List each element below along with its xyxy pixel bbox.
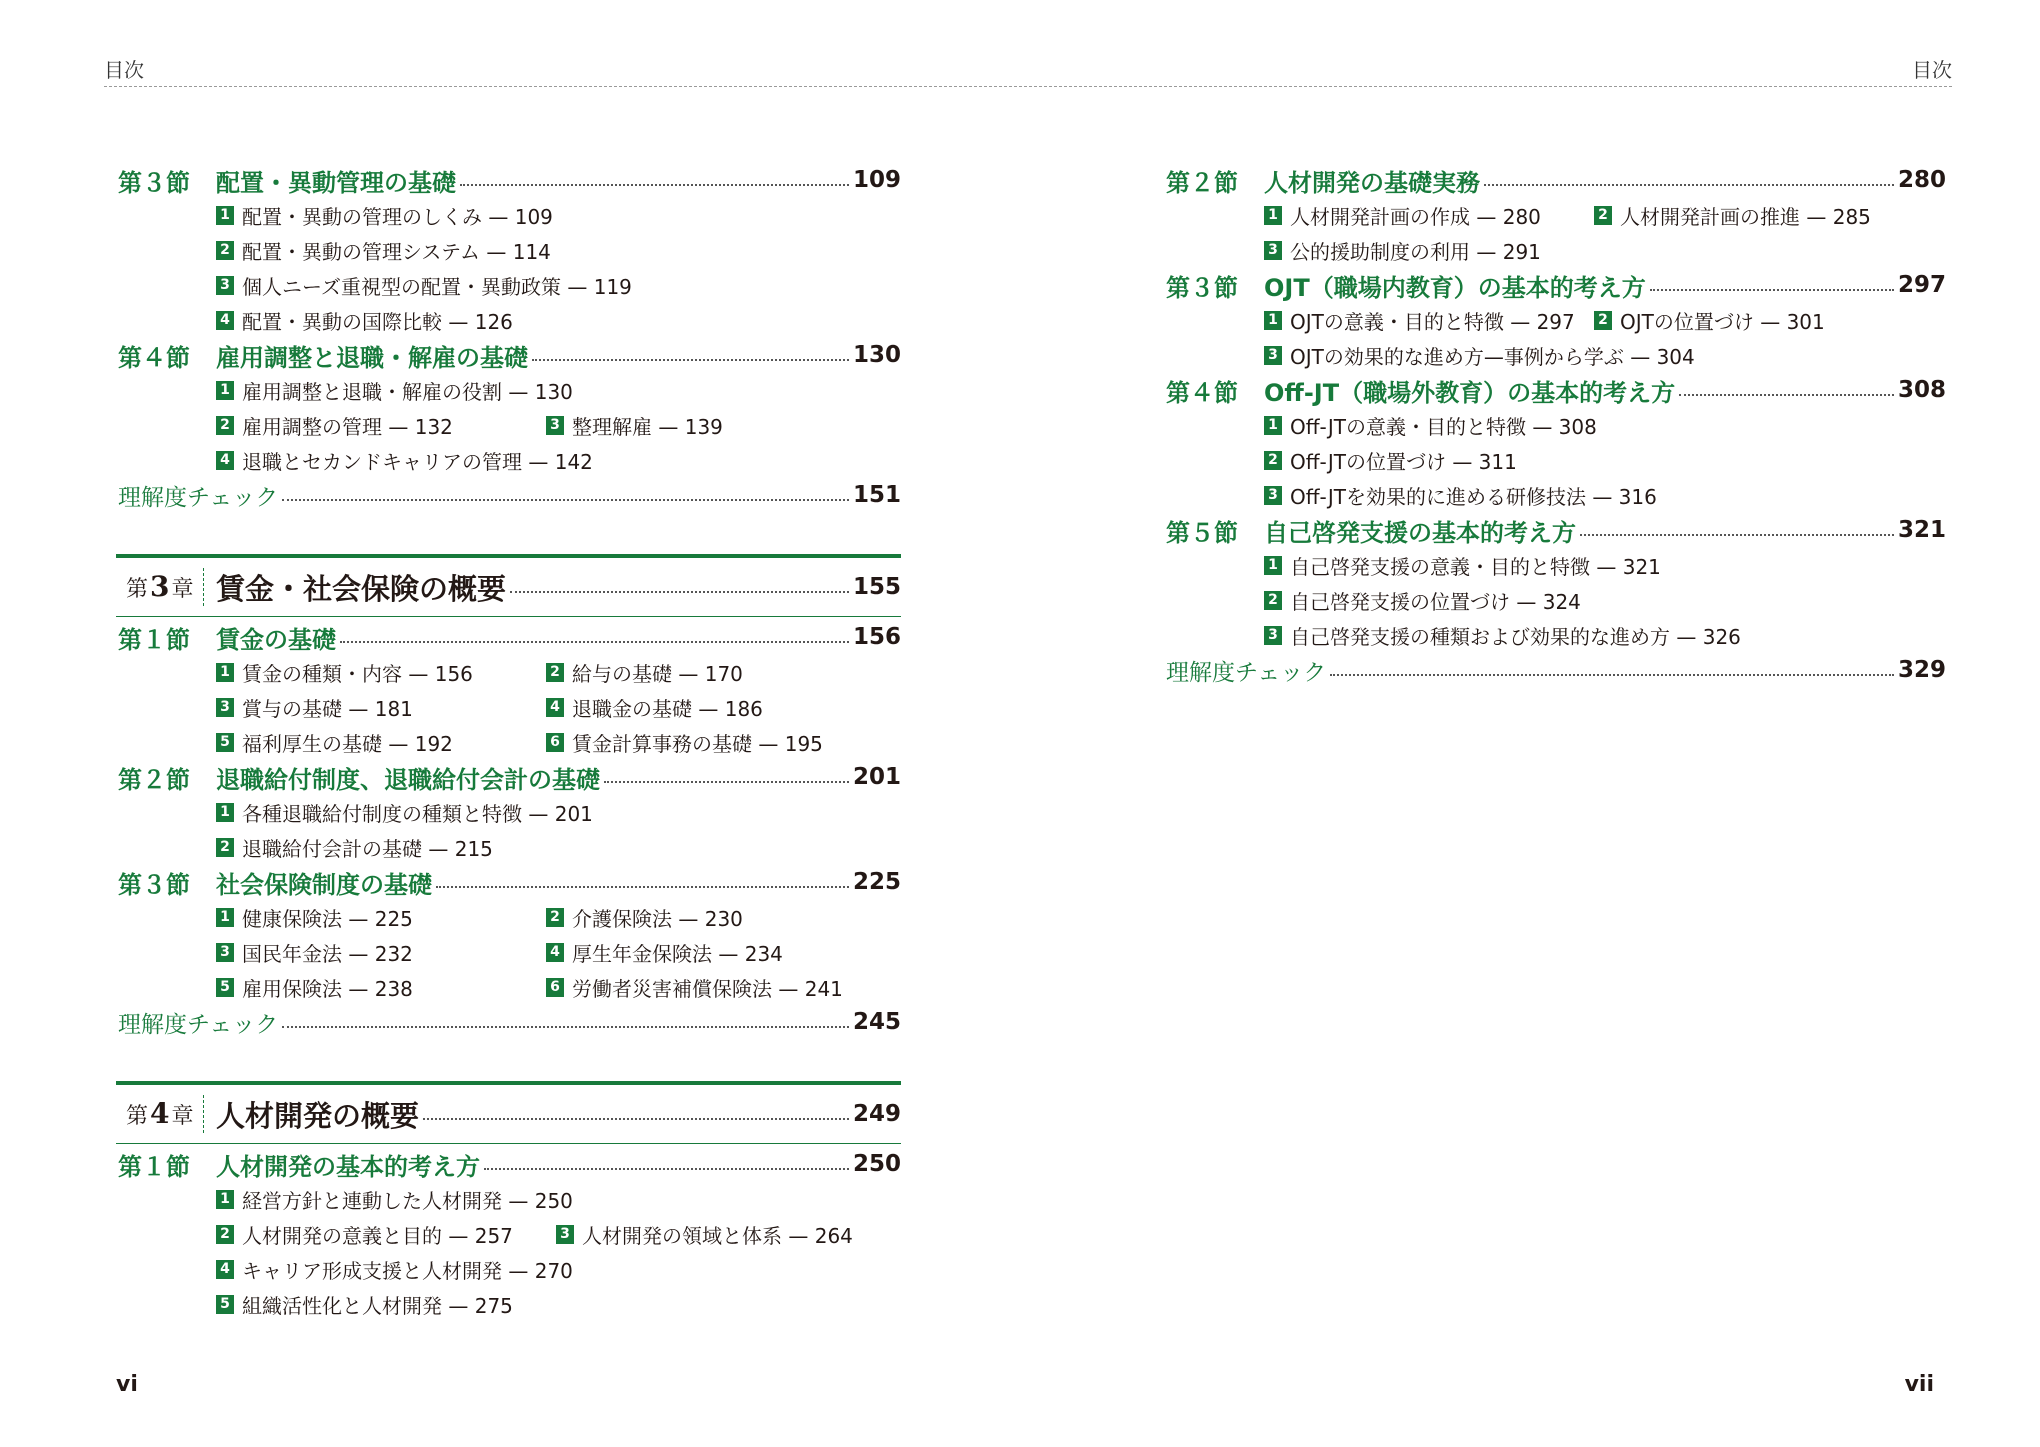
toc-item[interactable] <box>1264 585 1581 615</box>
toc-item[interactable] <box>1264 340 1695 370</box>
item-number-badge: 3 <box>216 698 234 717</box>
dot-leader <box>604 781 849 783</box>
page-number: 250 <box>852 1151 901 1177</box>
toc-item[interactable] <box>546 692 763 722</box>
toc-item[interactable] <box>546 410 723 440</box>
toc-item[interactable] <box>1594 200 1871 230</box>
section-title: 人材開発の基礎実務 <box>1264 168 1480 197</box>
item-text: 自己啓発支援の位置づけ — 324 <box>1290 589 1581 614</box>
dot-leader <box>282 1026 849 1028</box>
section-label: 第５節 <box>1166 518 1238 547</box>
toc-item[interactable] <box>1264 410 1597 440</box>
item-number-badge: 2 <box>1594 311 1612 330</box>
item-text: Off-JTを効果的に進める研修技法 — 316 <box>1290 484 1657 509</box>
toc-item[interactable] <box>216 1219 513 1249</box>
item-text: 厚生年金保険法 — 234 <box>572 941 783 966</box>
item-text: 退職金の基礎 — 186 <box>572 696 763 721</box>
section-title: 退職給付制度、退職給付会計の基礎 <box>216 765 600 794</box>
toc-item[interactable] <box>1264 305 1575 335</box>
item-number-badge: 2 <box>546 908 564 927</box>
item-text: 国民年金法 — 232 <box>242 941 413 966</box>
toc-item[interactable] <box>216 270 632 300</box>
section-label: 第１節 <box>118 1152 190 1181</box>
item-number-badge: 3 <box>1264 626 1282 645</box>
toc-item[interactable] <box>216 1289 513 1319</box>
item-number-badge: 3 <box>1264 241 1282 260</box>
toc-section[interactable] <box>118 865 901 899</box>
dot-leader <box>423 1118 849 1120</box>
item-number-badge: 4 <box>546 698 564 717</box>
item-text: 福利厚生の基礎 — 192 <box>242 731 453 756</box>
toc-item[interactable] <box>216 902 413 932</box>
item-number-badge: 3 <box>216 276 234 295</box>
check-title: 理解度チェック <box>118 484 279 511</box>
toc-item[interactable] <box>216 832 493 862</box>
toc-item[interactable] <box>216 657 473 687</box>
toc-item[interactable] <box>216 375 573 405</box>
toc-item[interactable] <box>216 692 413 722</box>
item-text: 給与の基礎 — 170 <box>572 661 743 686</box>
item-text: 自己啓発支援の種類および効果的な進め方 — 326 <box>1290 624 1741 649</box>
dot-leader <box>532 359 849 361</box>
toc-check[interactable] <box>1166 653 1946 687</box>
toc-item[interactable] <box>1264 235 1541 265</box>
check-title: 理解度チェック <box>1166 659 1327 686</box>
page-number: 329 <box>1897 657 1946 683</box>
toc-item[interactable] <box>546 902 743 932</box>
toc-item[interactable] <box>216 410 453 440</box>
page-number: 130 <box>852 342 901 368</box>
dot-leader <box>510 591 849 593</box>
item-number-badge: 1 <box>216 381 234 400</box>
dot-leader <box>1330 674 1894 676</box>
page-number: 280 <box>1897 167 1946 193</box>
item-number-badge: 1 <box>1264 416 1282 435</box>
item-number-badge: 2 <box>1264 451 1282 470</box>
toc-item[interactable] <box>556 1219 853 1249</box>
item-number-badge: 5 <box>216 1295 234 1314</box>
dot-leader <box>1650 289 1894 291</box>
toc-item[interactable] <box>216 1184 573 1214</box>
dot-leader <box>460 184 849 186</box>
section-title: 社会保険制度の基礎 <box>216 870 432 899</box>
item-number-badge: 4 <box>216 451 234 470</box>
item-text: 経営方針と連動した人材開発 — 250 <box>242 1188 573 1213</box>
toc-section[interactable] <box>1166 163 1946 197</box>
section-label: 第３節 <box>1166 273 1238 302</box>
check-title: 理解度チェック <box>118 1011 279 1038</box>
toc-item[interactable] <box>216 937 413 967</box>
item-text: 賃金の種類・内容 — 156 <box>242 661 473 686</box>
section-title: 人材開発の基本的考え方 <box>216 1152 480 1181</box>
item-text: 雇用調整と退職・解雇の役割 — 130 <box>242 379 573 404</box>
toc-item[interactable] <box>1264 550 1661 580</box>
item-number-badge: 1 <box>1264 556 1282 575</box>
item-text: 退職とセカンドキャリアの管理 — 142 <box>242 449 593 474</box>
item-text: 自己啓発支援の意義・目的と特徴 — 321 <box>1290 554 1661 579</box>
toc-item[interactable] <box>1264 620 1741 650</box>
item-text: 人材開発の領域と体系 — 264 <box>582 1223 853 1248</box>
toc-item[interactable] <box>216 235 551 265</box>
item-number-badge: 1 <box>1264 311 1282 330</box>
item-number-badge: 2 <box>216 416 234 435</box>
item-number-badge: 3 <box>546 416 564 435</box>
item-text: 各種退職給付制度の種類と特徴 — 201 <box>242 801 593 826</box>
toc-item[interactable] <box>216 305 513 335</box>
item-text: 賃金計算事務の基礎 — 195 <box>572 731 823 756</box>
page-number: 308 <box>1897 377 1946 403</box>
page-number: 109 <box>852 167 901 193</box>
toc-item[interactable] <box>546 727 823 757</box>
toc-section[interactable] <box>118 163 901 197</box>
dot-leader <box>1679 394 1894 396</box>
item-number-badge: 5 <box>216 733 234 752</box>
item-number-badge: 1 <box>216 1190 234 1209</box>
toc-section[interactable] <box>118 1147 901 1181</box>
chapter-title: 賃金・社会保険の概要 <box>216 571 507 606</box>
item-text: 退職給付会計の基礎 — 215 <box>242 836 493 861</box>
item-text: 人材開発計画の作成 — 280 <box>1290 204 1541 229</box>
item-text: 人材開発計画の推進 — 285 <box>1620 204 1871 229</box>
item-number-badge: 5 <box>216 978 234 997</box>
item-number-badge: 1 <box>216 663 234 682</box>
item-number-badge: 3 <box>1264 486 1282 505</box>
item-text: OJTの意義・目的と特徴 — 297 <box>1290 309 1575 334</box>
item-text: 人材開発の意義と目的 — 257 <box>242 1223 513 1248</box>
section-title: 雇用調整と退職・解雇の基礎 <box>216 343 528 372</box>
chapter-title: 人材開発の概要 <box>216 1098 420 1133</box>
dot-leader <box>340 641 849 643</box>
item-number-badge: 6 <box>546 733 564 752</box>
item-text: 健康保険法 — 225 <box>242 906 413 931</box>
item-text: 介護保険法 — 230 <box>572 906 743 931</box>
item-number-badge: 1 <box>216 803 234 822</box>
dot-leader <box>1484 184 1894 186</box>
item-number-badge: 1 <box>216 908 234 927</box>
toc-section[interactable] <box>1166 268 1946 302</box>
section-label: 第２節 <box>1166 168 1238 197</box>
item-text: 個人ニーズ重視型の配置・異動政策 — 119 <box>242 274 632 299</box>
page-number: 225 <box>852 869 901 895</box>
item-number-badge: 4 <box>216 311 234 330</box>
item-text: 労働者災害補償保険法 — 241 <box>572 976 843 1001</box>
folio-right: vii <box>1904 1372 1934 1397</box>
item-text: 雇用保険法 — 238 <box>242 976 413 1001</box>
dot-leader <box>484 1168 849 1170</box>
toc-item[interactable] <box>546 972 843 1002</box>
page-number: 245 <box>852 1009 901 1035</box>
running-head-right: 目次 <box>1912 58 1952 82</box>
section-label: 第４節 <box>1166 378 1238 407</box>
page-number: 151 <box>852 482 901 508</box>
item-number-badge: 4 <box>216 1260 234 1279</box>
section-label: 第３節 <box>118 168 190 197</box>
item-number-badge: 3 <box>556 1225 574 1244</box>
running-head-left: 目次 <box>104 58 144 82</box>
section-title: OJT（職場内教育）の基本的考え方 <box>1264 273 1646 302</box>
header-dashed-rule <box>104 86 1952 87</box>
item-number-badge: 3 <box>1264 346 1282 365</box>
toc-item[interactable] <box>216 972 413 1002</box>
toc-section[interactable] <box>118 338 901 372</box>
toc-item[interactable] <box>1594 305 1825 335</box>
section-title: 自己啓発支援の基本的考え方 <box>1264 518 1576 547</box>
item-text: 配置・異動の管理システム — 114 <box>242 239 551 264</box>
item-number-badge: 4 <box>546 943 564 962</box>
section-title: 賃金の基礎 <box>216 625 336 654</box>
toc-item[interactable] <box>216 200 553 230</box>
toc-section[interactable] <box>118 760 901 794</box>
section-label: 第４節 <box>118 343 190 372</box>
item-number-badge: 2 <box>1594 206 1612 225</box>
page-number: 297 <box>1897 272 1946 298</box>
chapter-label: 第4章 <box>116 1095 204 1133</box>
toc-item[interactable] <box>1264 480 1657 510</box>
item-number-badge: 2 <box>216 241 234 260</box>
section-label: 第３節 <box>118 870 190 899</box>
section-title: Off-JT（職場外教育）の基本的考え方 <box>1264 378 1676 407</box>
folio-left: vi <box>116 1372 138 1397</box>
chapter-label: 第3章 <box>116 568 204 606</box>
item-text: 配置・異動の国際比較 — 126 <box>242 309 513 334</box>
dot-leader <box>282 499 849 501</box>
item-text: キャリア形成支援と人材開発 — 270 <box>242 1258 573 1283</box>
section-title: 配置・異動管理の基礎 <box>216 168 456 197</box>
item-text: OJTの効果的な進め方—事例から学ぶ — 304 <box>1290 344 1695 369</box>
toc-item[interactable] <box>216 1254 573 1284</box>
item-number-badge: 6 <box>546 978 564 997</box>
item-text: Off-JTの位置づけ — 311 <box>1290 449 1517 474</box>
toc-item[interactable] <box>1264 200 1541 230</box>
item-number-badge: 1 <box>1264 206 1282 225</box>
item-number-badge: 3 <box>216 943 234 962</box>
page-number: 321 <box>1897 517 1946 543</box>
item-text: 整理解雇 — 139 <box>572 414 723 439</box>
item-number-badge: 1 <box>216 206 234 225</box>
item-number-badge: 2 <box>216 1225 234 1244</box>
item-text: 配置・異動の管理のしくみ — 109 <box>242 204 553 229</box>
page-number: 156 <box>852 624 901 650</box>
toc-item[interactable] <box>216 445 593 475</box>
toc-check[interactable] <box>118 478 901 512</box>
item-text: 公的援助制度の利用 — 291 <box>1290 239 1541 264</box>
item-number-badge: 2 <box>216 838 234 857</box>
toc-item[interactable] <box>216 727 453 757</box>
item-text: OJTの位置づけ — 301 <box>1620 309 1825 334</box>
toc-chapter[interactable] <box>116 554 901 617</box>
toc-check[interactable] <box>118 1005 901 1039</box>
toc-item[interactable] <box>216 797 593 827</box>
toc-item[interactable] <box>1264 445 1517 475</box>
item-text: 組織活性化と人材開発 — 275 <box>242 1293 513 1318</box>
item-number-badge: 2 <box>1264 591 1282 610</box>
toc-item[interactable] <box>546 657 743 687</box>
toc-section[interactable] <box>1166 373 1946 407</box>
item-text: 雇用調整の管理 — 132 <box>242 414 453 439</box>
page-number: 201 <box>852 764 901 790</box>
dot-leader <box>1580 534 1894 536</box>
toc-item[interactable] <box>546 937 783 967</box>
page-number: 155 <box>852 574 901 600</box>
item-number-badge: 2 <box>546 663 564 682</box>
page-number: 249 <box>852 1101 901 1127</box>
item-text: Off-JTの意義・目的と特徴 — 308 <box>1290 414 1597 439</box>
toc-chapter[interactable] <box>116 1081 901 1144</box>
section-label: 第２節 <box>118 765 190 794</box>
section-label: 第１節 <box>118 625 190 654</box>
dot-leader <box>436 886 849 888</box>
toc-section[interactable] <box>1166 513 1946 547</box>
toc-section[interactable] <box>118 620 901 654</box>
item-text: 賞与の基礎 — 181 <box>242 696 413 721</box>
